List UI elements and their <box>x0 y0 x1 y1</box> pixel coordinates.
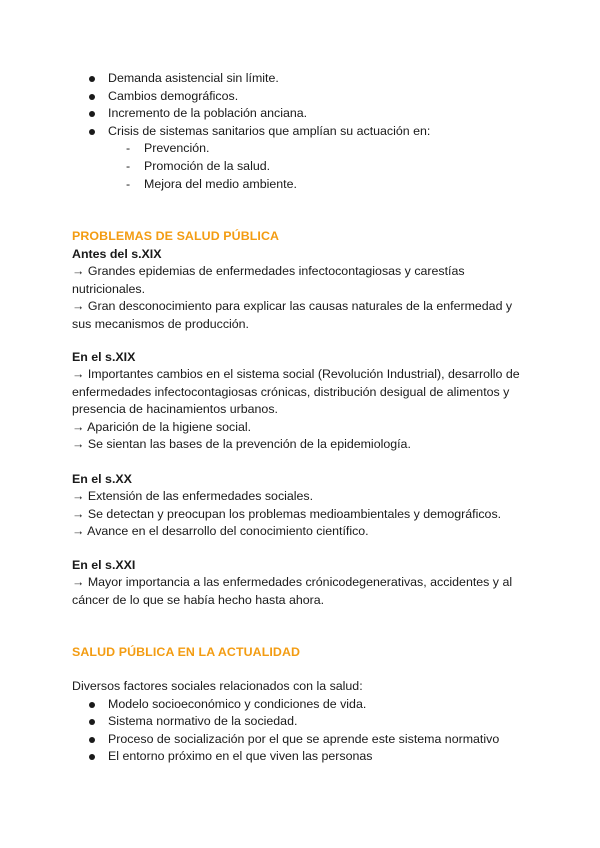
dash-mark: - <box>126 176 131 191</box>
sub-list-item <box>72 158 532 176</box>
bullet-icon <box>89 702 95 708</box>
bullet-icon <box>89 737 95 743</box>
period-line: → Se detectan y preocupan los problemas medioambientales y demográficos. <box>72 506 502 521</box>
period-title: En el s.XIX <box>72 350 136 364</box>
bullet-icon <box>89 754 95 760</box>
list-item <box>72 105 532 123</box>
period-block <box>72 245 532 333</box>
period-block <box>72 556 532 609</box>
sub-list-item <box>72 140 532 158</box>
sub-list-item-text: Prevención. <box>144 141 210 156</box>
period-title: En el s.XXI <box>72 558 136 572</box>
factors-block <box>72 678 532 766</box>
list-item-text: Modelo socioeconómico y condiciones de vida. <box>108 696 367 711</box>
period-line: → Mayor importancia a las enfermedades crónicodegenerativas, accidentes y al cáncer de lo que se había hecho hasta ahora. <box>72 575 513 607</box>
sub-list-item-text: Promoción de la salud. <box>144 158 271 173</box>
list-item-text: Proceso de socialización por el que se aprende este sistema normativo <box>108 731 500 746</box>
list-item-text: Crisis de sistemas sanitarios que amplían su actuación en: <box>108 123 431 138</box>
section-heading: PROBLEMAS DE SALUD PÚBLICA <box>72 229 280 243</box>
period-line: → Avance en el desarrollo del conocimiento científico. <box>72 524 369 539</box>
list-item-text: Cambios demográficos. <box>108 88 239 103</box>
period-line: → Aparición de la higiene social. <box>72 419 252 434</box>
list-item-text: Demanda asistencial sin límite. <box>108 71 279 85</box>
factors-intro: Diversos factores sociales relacionados con la salud: <box>72 679 363 693</box>
bullet-icon <box>89 111 95 117</box>
intro-list <box>72 70 532 193</box>
bullet-icon <box>89 129 95 135</box>
sub-list-item <box>72 176 532 194</box>
period-line: → Extensión de las enfermedades sociales. <box>72 489 314 503</box>
period-title: Antes del s.XIX <box>72 247 162 261</box>
list-item-text: Incremento de la población anciana. <box>108 106 308 121</box>
dash-mark: - <box>126 141 131 156</box>
bullet-icon <box>89 76 95 82</box>
list-item <box>72 713 532 731</box>
list-item <box>72 748 532 766</box>
dash-mark: - <box>126 158 131 173</box>
period-block <box>72 348 532 454</box>
list-item-text: El entorno próximo en el que viven las personas <box>108 749 373 764</box>
sub-list-item-text: Mejora del medio ambiente. <box>144 176 297 191</box>
list-item <box>72 88 532 106</box>
list-item <box>72 731 532 749</box>
period-line: → Grandes epidemias de enfermedades infectocontagiosas y carestías nutricionales. <box>72 264 465 296</box>
section-heading: SALUD PÚBLICA EN LA ACTUALIDAD <box>72 645 301 659</box>
bullet-icon <box>89 719 95 725</box>
period-block <box>72 470 532 541</box>
period-title: En el s.XX <box>72 472 132 486</box>
list-item <box>72 70 532 88</box>
list-item <box>72 123 532 141</box>
bullet-icon <box>89 94 95 100</box>
period-line: → Se sientan las bases de la prevención de la epidemiología. <box>72 437 411 452</box>
list-item-text: Sistema normativo de la sociedad. <box>108 714 298 729</box>
period-line: → Importantes cambios en el sistema social (Revolución Industrial), desarrollo de enfermedades infectocontagiosas crónicas, distribución desigual de alimentos y presencia de hacinamientos urbanos. <box>72 367 520 417</box>
list-item <box>72 696 532 714</box>
period-line: → Gran desconocimiento para explicar las causas naturales de la enfermedad y sus mecanismos de producción. <box>72 299 513 331</box>
